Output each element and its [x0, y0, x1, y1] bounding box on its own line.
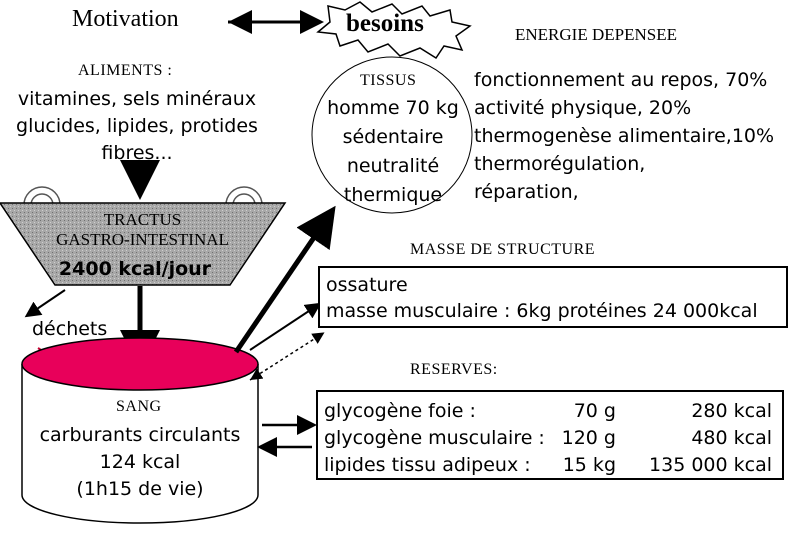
sang-masse-dotted-arrow	[250, 334, 322, 380]
energie-item: thermogenèse alimentaire,10%	[474, 125, 775, 147]
sang-line: 124 kcal	[99, 451, 181, 473]
reserves-row	[324, 398, 776, 425]
tissus-line: thermique	[343, 184, 443, 206]
tractus-label	[0, 210, 285, 250]
tissus-line: neutralité	[346, 155, 440, 177]
besoins-label: besoins	[346, 10, 424, 37]
tissus-heading: TISSUS	[360, 72, 417, 89]
tissus-line: sédentaire	[342, 126, 444, 148]
tractus-line2: GASTRO-INTESTINAL	[56, 230, 229, 249]
energie-item: thermorégulation,	[474, 153, 646, 175]
dechets-label: déchets	[32, 318, 108, 340]
reserves-mass: 120 g	[561, 427, 616, 449]
reserves-heading: RESERVES:	[410, 361, 498, 378]
reserves-label: lipides tissu adipeux :	[324, 454, 531, 476]
reserves-label: glycogène musculaire :	[324, 427, 545, 449]
reserves-kcal: 135 000 kcal	[649, 454, 772, 476]
reserves-mass: 15 kg	[562, 454, 616, 476]
masse-line1: ossature	[326, 274, 408, 296]
reserves-row	[324, 452, 776, 479]
aliments-list	[6, 86, 268, 167]
sang-line: carburants circulants	[39, 424, 241, 446]
energie-depensee-heading: ENERGIE DEPENSEE	[515, 25, 677, 44]
sang-line: (1h15 de vie)	[76, 478, 204, 500]
tissus-line: homme 70 kg	[327, 97, 459, 119]
aliments-line: vitamines, sels minéraux	[17, 88, 257, 110]
sang-cylinder-top	[22, 338, 258, 390]
aliments-heading: ALIMENTS :	[78, 62, 173, 79]
reserves-box	[316, 390, 784, 480]
energie-item: réparation,	[474, 181, 579, 203]
aliments-line: glucides, lipides, protides	[16, 115, 258, 137]
tractus-kcal: 2400 kcal/jour	[58, 258, 212, 280]
energie-item: activité physique, 20%	[474, 97, 692, 119]
sang-list	[22, 422, 258, 503]
reserves-kcal: 480 kcal	[691, 427, 772, 449]
tissus-list	[315, 94, 471, 210]
aliments-line: fibres...	[101, 142, 173, 164]
masse-structure-box	[318, 266, 788, 328]
reserves-row	[324, 425, 776, 452]
masse-line2: masse musculaire : 6kg protéines 24 000kcal	[326, 300, 758, 322]
energie-item: fonctionnement au repos, 70%	[474, 69, 768, 91]
reserves-label: glycogène foie :	[324, 400, 476, 422]
motivation-label: Motivation	[72, 6, 179, 32]
masse-structure-heading: MASSE DE STRUCTURE	[410, 241, 596, 258]
reserves-mass: 70 g	[573, 400, 616, 422]
energie-items-list	[474, 66, 774, 206]
reserves-kcal: 280 kcal	[691, 400, 772, 422]
sang-heading: SANG	[116, 398, 162, 415]
dechets-arrow	[28, 290, 65, 315]
tractus-line1: TRACTUS	[103, 210, 182, 229]
